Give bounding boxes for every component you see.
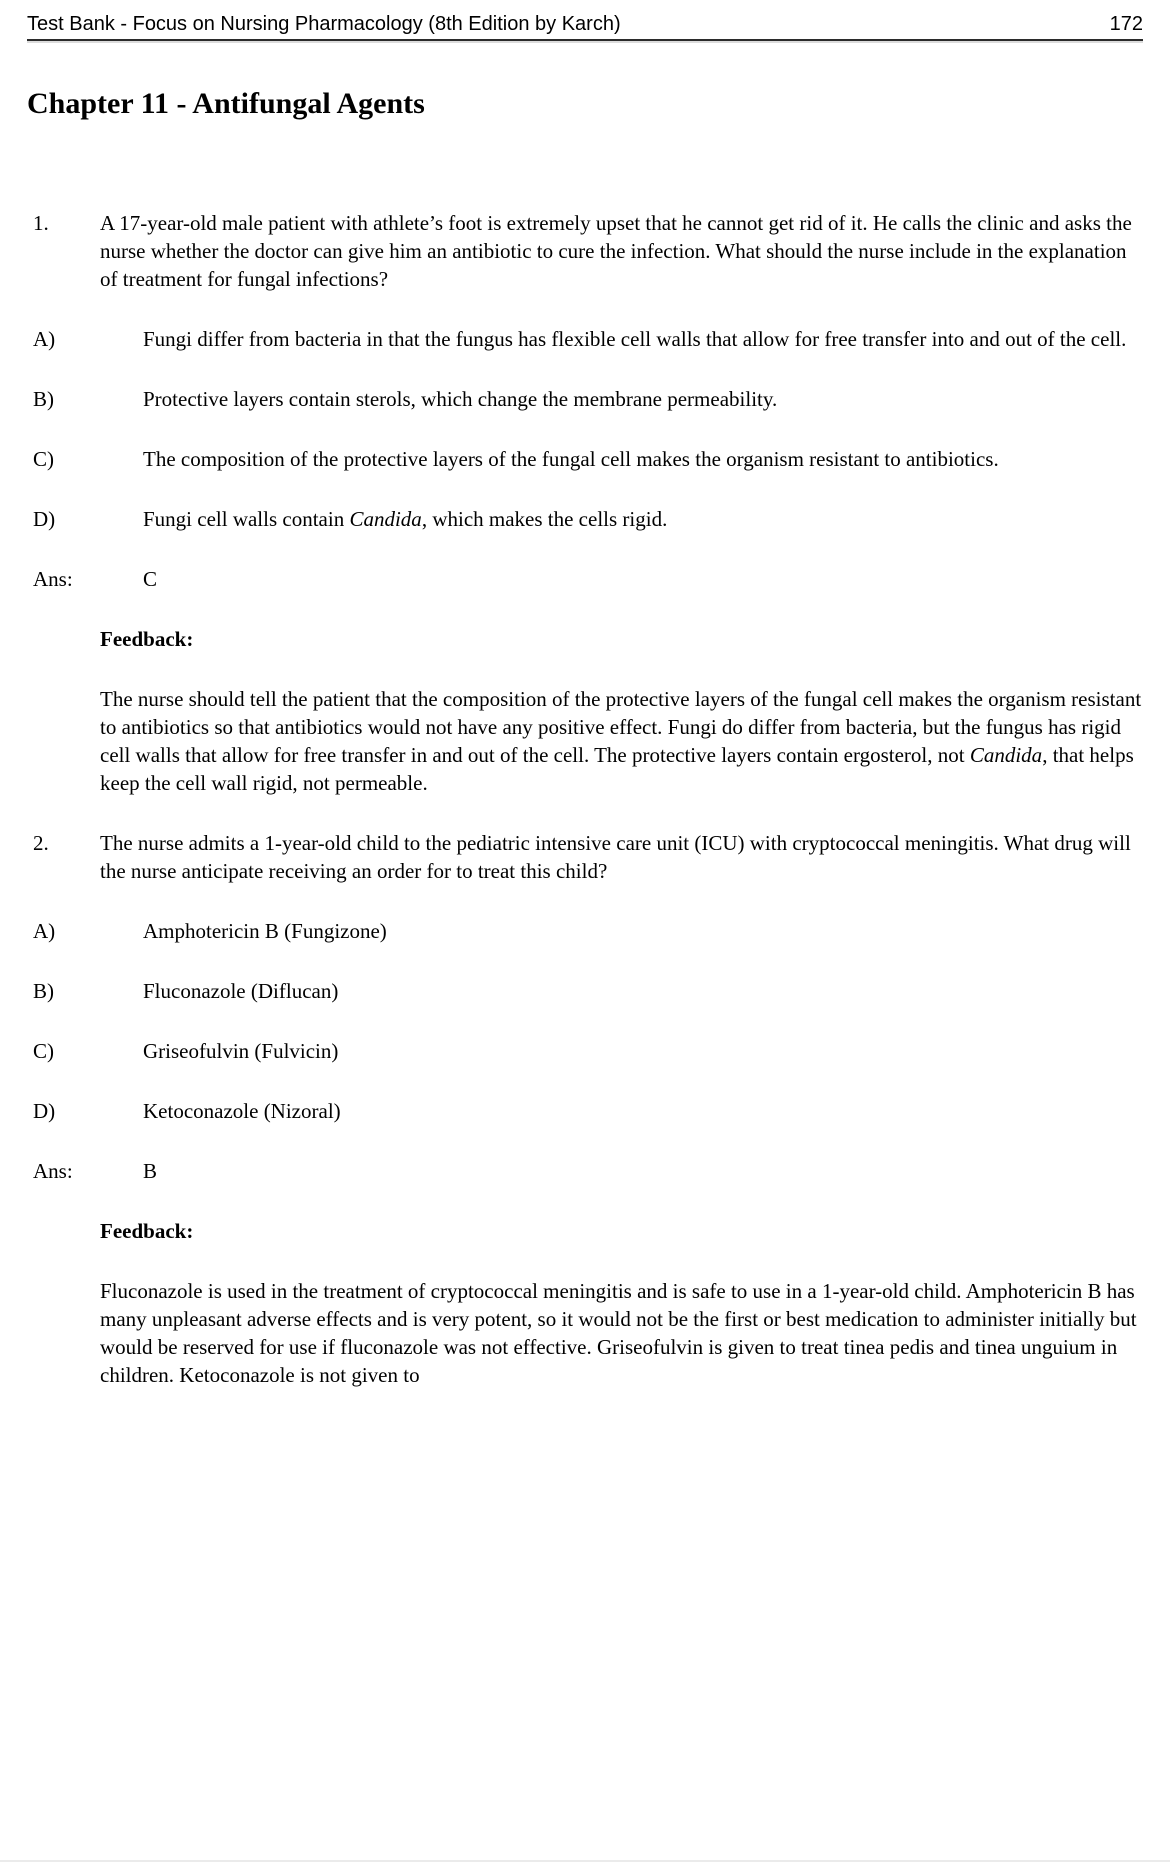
answer-label: Ans:: [33, 567, 73, 591]
question-stem: A 17-year-old male patient with athlete’s foot is extremely upset that he cannot get rid of it. He calls the clinic and asks the nurse whether the doctor can give him an antibiotic to cure the infection. What should the nurse include in the explanation of treatment for fungal infections?: [100, 211, 1132, 291]
answer-label: Ans:: [33, 1159, 73, 1183]
option-row-b: [33, 385, 1143, 413]
option-row-d: [33, 505, 1143, 533]
page-bottom-divider: [0, 1860, 1170, 1862]
option-label: C): [33, 447, 54, 471]
option-text-segment: Fungi cell walls contain: [143, 507, 350, 531]
option-text-segment: Protective layers contain sterols, which change the membrane permeability.: [143, 387, 778, 411]
option-text: [143, 1037, 1143, 1065]
answer-value: C: [143, 567, 158, 591]
option-text: [143, 385, 1143, 413]
option-label: B): [33, 387, 54, 411]
option-row-a: [33, 325, 1143, 353]
question-number: 2.: [33, 831, 49, 855]
answer-row: [33, 1157, 1143, 1185]
option-text: [143, 325, 1143, 353]
feedback-block: [100, 1217, 1143, 1389]
page-header: [27, 0, 1143, 41]
answer-row: [33, 565, 1143, 593]
option-label: C): [33, 1039, 54, 1063]
option-row-a: [33, 917, 1143, 945]
feedback-text-italic: Candida: [969, 743, 1043, 767]
question-block-2: [27, 829, 1143, 1389]
question-number: 1.: [33, 211, 49, 235]
option-row-c: [33, 1037, 1143, 1065]
option-text-segment: Griseofulvin (Fulvicin): [143, 1039, 339, 1063]
option-text-segment: Amphotericin B (Fungizone): [143, 919, 387, 943]
option-row-c: [33, 445, 1143, 473]
question-stem-row: [33, 209, 1143, 293]
option-text-segment: , which makes the cells rigid.: [421, 507, 668, 531]
option-row-b: [33, 977, 1143, 1005]
option-text-italic: Candida: [349, 507, 422, 531]
feedback-text: [100, 685, 1143, 797]
option-row-d: [33, 1097, 1143, 1125]
feedback-text-segment: The nurse should tell the patient that the composition of the protective layers of the fungal cell makes the organism resistant to antibiotics so that antibiotics would not have any positive effect. Fungi do differ from bacteria, but the fungus has rigid cell walls that allow for free transfer in and out of the cell. The protective layers contain ergosterol, not: [100, 687, 1142, 767]
feedback-block: [100, 625, 1143, 797]
feedback-text: [100, 1277, 1143, 1389]
option-label: B): [33, 979, 54, 1003]
question-stem-row: [33, 829, 1143, 885]
questions-container: [27, 209, 1143, 1389]
option-text: [143, 445, 1143, 473]
option-label: D): [33, 1099, 56, 1123]
option-text-segment: Fungi differ from bacteria in that the fungus has flexible cell walls that allow for free transfer into and out of the cell.: [143, 327, 1127, 351]
option-text-segment: The composition of the protective layers of the fungal cell makes the organism resistant to antibiotics.: [143, 447, 999, 471]
feedback-heading: Feedback:: [100, 627, 194, 651]
header-title: Test Bank - Focus on Nursing Pharmacology (8th Edition by Karch): [27, 13, 621, 35]
header-page-number: 172: [1109, 13, 1143, 35]
chapter-title: Chapter 11 - Antifungal Agents: [27, 87, 425, 120]
answer-value: B: [143, 1159, 158, 1183]
feedback-text-segment: , that helps keep the cell wall rigid, not permeable.: [100, 743, 1134, 795]
question-stem: The nurse admits a 1-year-old child to the pediatric intensive care unit (ICU) with cryptococcal meningitis. What drug will the nurse anticipate receiving an order for to treat this child?: [100, 831, 1131, 883]
option-label: A): [33, 327, 56, 351]
option-text: [143, 977, 1143, 1005]
option-label: D): [33, 507, 56, 531]
option-label: A): [33, 919, 56, 943]
feedback-heading: Feedback:: [100, 1219, 194, 1243]
feedback-text-segment: Fluconazole is used in the treatment of cryptococcal meningitis and is safe to use in a 1-year-old child. Amphotericin B has many unpleasant adverse effects and is very potent, so it would not be the first or best medication to administer initially but would be reserved for use if fluconazole was not effective. Griseofulvin is given to treat tinea pedis and tinea unguium in children. Ketoconazole is not given to: [100, 1279, 1137, 1387]
option-text-segment: Ketoconazole (Nizoral): [143, 1099, 341, 1123]
option-text: [143, 917, 1143, 945]
question-block-1: [27, 209, 1143, 797]
option-text: [143, 1097, 1143, 1125]
option-text: [143, 505, 1143, 533]
option-text-segment: Fluconazole (Diflucan): [143, 979, 339, 1003]
